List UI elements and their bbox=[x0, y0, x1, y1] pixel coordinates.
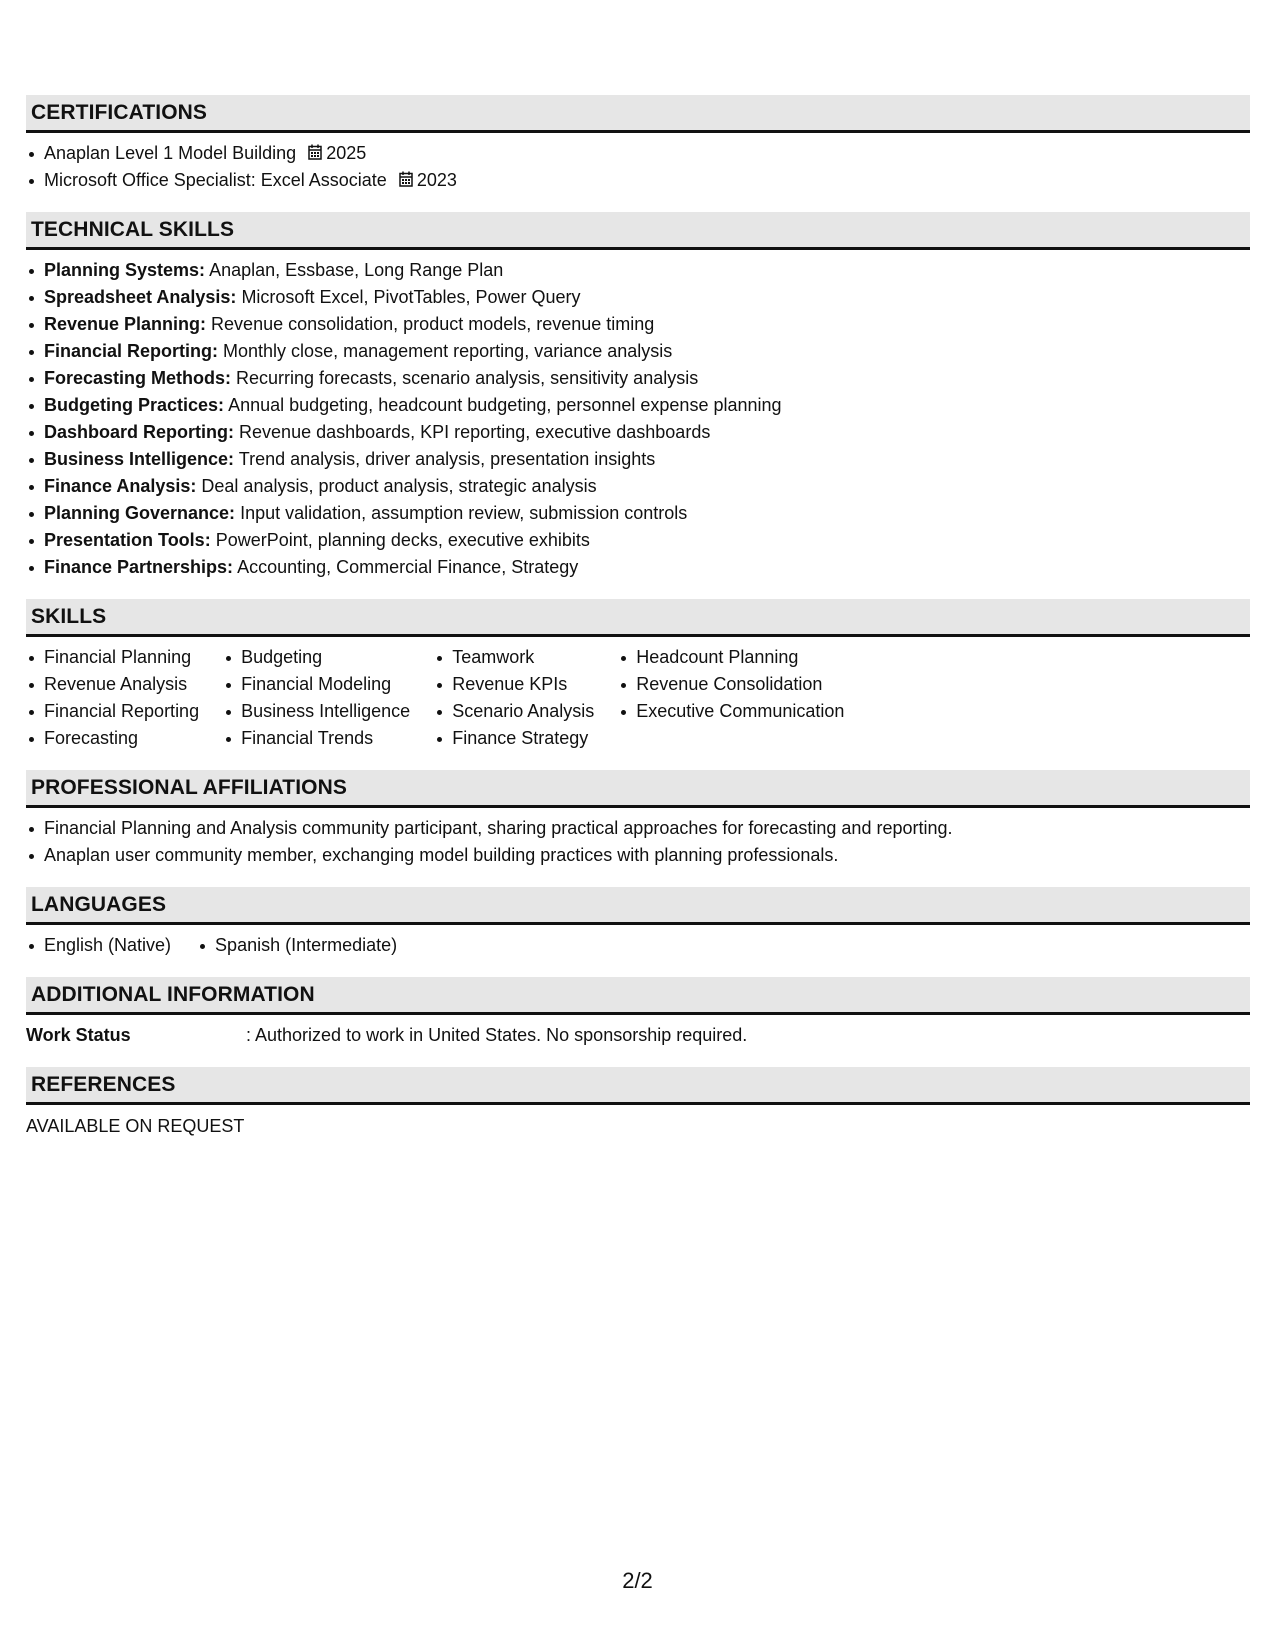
skill-category: Budgeting Practices: bbox=[44, 395, 225, 415]
section-title: LANGUAGES bbox=[31, 892, 167, 916]
skill-category: Finance Analysis: bbox=[44, 476, 197, 496]
technical-skill-item bbox=[26, 257, 1250, 284]
work-status-value: : Authorized to work in United States. No sponsorship required. bbox=[246, 1025, 748, 1045]
resume-page bbox=[26, 95, 1250, 1158]
skill-details: Revenue dashboards, KPI reporting, executive dashboards bbox=[239, 422, 711, 442]
technical-skills-list bbox=[26, 250, 1250, 581]
section-title: REFERENCES bbox=[31, 1072, 176, 1096]
skill-item: Revenue KPIs bbox=[434, 671, 594, 698]
skill-category: Revenue Planning: bbox=[44, 314, 207, 334]
section-title: TECHNICAL SKILLS bbox=[31, 217, 235, 241]
work-status-row bbox=[26, 1015, 1250, 1049]
skill-category: Business Intelligence: bbox=[44, 449, 235, 469]
technical-skill-item bbox=[26, 473, 1250, 500]
technical-skill-item bbox=[26, 311, 1250, 338]
section-header bbox=[26, 95, 1250, 133]
skill-item: Revenue Consolidation bbox=[618, 671, 844, 698]
skills-column bbox=[618, 644, 844, 752]
affiliations-list bbox=[26, 808, 1250, 869]
skill-category: Dashboard Reporting: bbox=[44, 422, 235, 442]
technical-skill-item bbox=[26, 338, 1250, 365]
section-header bbox=[26, 212, 1250, 250]
skill-item: Financial Planning bbox=[26, 644, 199, 671]
skill-item: Budgeting bbox=[223, 644, 410, 671]
skill-details: Monthly close, management reporting, variance analysis bbox=[223, 341, 673, 361]
work-status-label: Work Status bbox=[26, 1025, 131, 1045]
certification-year: 2023 bbox=[416, 170, 457, 190]
skill-details: Trend analysis, driver analysis, presentation insights bbox=[238, 449, 656, 469]
skill-category: Planning Governance: bbox=[44, 503, 236, 523]
section-title: PROFESSIONAL AFFILIATIONS bbox=[31, 775, 347, 799]
technical-skill-item bbox=[26, 284, 1250, 311]
skills-section bbox=[26, 599, 1250, 752]
technical-skill-item bbox=[26, 419, 1250, 446]
skill-item: Business Intelligence bbox=[223, 698, 410, 725]
skill-item: Scenario Analysis bbox=[434, 698, 594, 725]
skill-item: Financial Trends bbox=[223, 725, 410, 752]
technical-skill-item bbox=[26, 446, 1250, 473]
section-header bbox=[26, 599, 1250, 637]
skill-item: Revenue Analysis bbox=[26, 671, 199, 698]
technical-skill-item bbox=[26, 527, 1250, 554]
skill-item: Forecasting bbox=[26, 725, 199, 752]
skill-category: Finance Partnerships: bbox=[44, 557, 234, 577]
certifications-list bbox=[26, 133, 1250, 194]
skills-column bbox=[223, 644, 410, 752]
calendar-icon bbox=[308, 144, 322, 160]
skill-details: Anaplan, Essbase, Long Range Plan bbox=[209, 260, 504, 280]
section-header bbox=[26, 977, 1250, 1015]
skill-category: Financial Reporting: bbox=[44, 341, 219, 361]
certification-name: Anaplan Level 1 Model Building bbox=[44, 143, 297, 163]
skill-details: Annual budgeting, headcount budgeting, personnel expense planning bbox=[228, 395, 782, 415]
skill-item: Financial Reporting bbox=[26, 698, 199, 725]
skill-item: Financial Modeling bbox=[223, 671, 410, 698]
certification-item bbox=[26, 167, 1250, 194]
skill-details: Deal analysis, product analysis, strategic analysis bbox=[201, 476, 597, 496]
skill-item: Finance Strategy bbox=[434, 725, 594, 752]
skill-details: Revenue consolidation, product models, revenue timing bbox=[211, 314, 655, 334]
skill-details: Input validation, assumption review, submission controls bbox=[240, 503, 688, 523]
technical-skill-item bbox=[26, 392, 1250, 419]
calendar-icon bbox=[399, 171, 413, 187]
references-section bbox=[26, 1067, 1250, 1140]
page-number: 2/2 bbox=[622, 1568, 653, 1593]
languages-list bbox=[26, 925, 1250, 959]
skills-column bbox=[26, 644, 199, 752]
certification-year: 2025 bbox=[326, 143, 367, 163]
skill-details: Accounting, Commercial Finance, Strategy bbox=[237, 557, 579, 577]
section-header bbox=[26, 770, 1250, 808]
technical-skills-section bbox=[26, 212, 1250, 581]
skill-item: Teamwork bbox=[434, 644, 594, 671]
additional-info-section bbox=[26, 977, 1250, 1049]
section-title: CERTIFICATIONS bbox=[31, 100, 208, 124]
language-item: English (Native) bbox=[26, 932, 171, 959]
affiliation-item: Anaplan user community member, exchanging model building practices with planning professionals. bbox=[26, 842, 1250, 869]
section-title: ADDITIONAL INFORMATION bbox=[31, 982, 315, 1006]
skill-category: Presentation Tools: bbox=[44, 530, 211, 550]
skills-grid bbox=[26, 637, 1250, 752]
languages-section bbox=[26, 887, 1250, 959]
certifications-section bbox=[26, 95, 1250, 194]
skill-category: Spreadsheet Analysis: bbox=[44, 287, 237, 307]
language-item: Spanish (Intermediate) bbox=[197, 932, 397, 959]
references-text: AVAILABLE ON REQUEST bbox=[26, 1116, 245, 1136]
section-header bbox=[26, 887, 1250, 925]
section-title: SKILLS bbox=[31, 604, 107, 628]
affiliation-item: Financial Planning and Analysis community participant, sharing practical approaches for forecasting and reporting. bbox=[26, 815, 1250, 842]
skill-category: Planning Systems: bbox=[44, 260, 206, 280]
technical-skill-item bbox=[26, 554, 1250, 581]
skill-item: Executive Communication bbox=[618, 698, 844, 725]
skill-item: Headcount Planning bbox=[618, 644, 844, 671]
skill-details: Microsoft Excel, PivotTables, Power Query bbox=[241, 287, 581, 307]
skill-category: Forecasting Methods: bbox=[44, 368, 232, 388]
skill-details: PowerPoint, planning decks, executive exhibits bbox=[215, 530, 590, 550]
technical-skill-item bbox=[26, 500, 1250, 527]
certification-item bbox=[26, 140, 1250, 167]
technical-skill-item bbox=[26, 365, 1250, 392]
skills-column bbox=[434, 644, 594, 752]
skill-details: Recurring forecasts, scenario analysis, sensitivity analysis bbox=[236, 368, 699, 388]
certification-name: Microsoft Office Specialist: Excel Associate bbox=[44, 170, 387, 190]
section-header bbox=[26, 1067, 1250, 1105]
affiliations-section bbox=[26, 770, 1250, 869]
